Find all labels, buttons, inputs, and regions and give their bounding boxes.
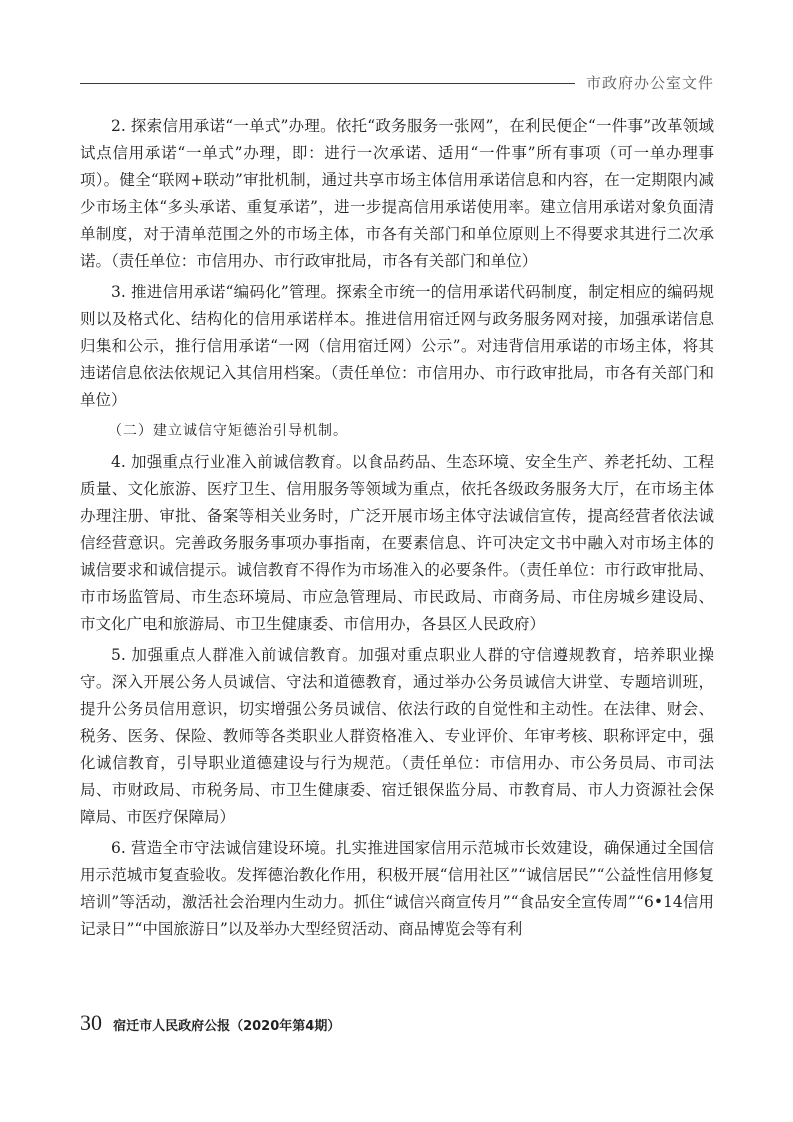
page-footer [80, 1010, 340, 1036]
header-section-title: 市政府办公室文件 [586, 74, 715, 92]
document-body [80, 113, 714, 947]
section-subheading: （二）建立诚信守矩德治引导机制。 [108, 423, 348, 439]
publication-title: 宿迁市人民政府公报（2020年第4期） [113, 1019, 341, 1034]
paragraph-item-3: 3. 推进信用承诺“编码化”管理。探索全市统一的信用承诺代码制度，制定相应的编码规则以及格式化、结构化的信用承诺样本。推进信用宿迁网与政务服务网对接，加强承诺信息归集和公示，推行信用承诺“一网（信用宿迁网）公示”。对违背信用承诺的市场主体，将其违诺信息依法依规记入其信用档案。（责任单位：市信用办、市行政审批局，市各有关部门和单位） [80, 283, 714, 409]
paragraph-item-2: 2. 探索信用承诺“一单式”办理。依托“政务服务一张网”，在利民便企“一件事”改革领域试点信用承诺“一单式”办理，即：进行一次承诺、适用“一件事”所有事项（可一单办理事项）。健全“联网+联动”审批机制，通过共享市场主体信用承诺信息和内容，在一定期限内减少市场主体“多头承诺、重复承诺”，进一步提高信用承诺使用率。建立信用承诺对象负面清单制度，对于清单范围之外的市场主体，市各有关部门和单位原则上不得要求其进行二次承诺。（责任单位：市信用办、市行政审批局，市各有关部门和单位） [80, 117, 714, 270]
paragraph-item-6: 6. 营造全市守法诚信建设环境。扎实推进国家信用示范城市长效建设，确保通过全国信用示范城市复查验收。发挥德治教化作用，积极开展“信用社区”“诚信居民”“公益性信用修复培训”等活动，激活社会治理内生动力。抓住“诚信兴商宣传月”“食品安全宣传周”“6•14信用记录日”“中国旅游日”以及举办大型经贸活动、商品博览会等有利 [80, 839, 714, 938]
paragraph-item-4: 4. 加强重点行业准入前诚信教育。以食品药品、生态环境、安全生产、养老托幼、工程质量、文化旅游、医疗卫生、信用服务等领域为重点，依托各级政务服务大厅，在市场主体办理注册、审批、备案等相关业务时，广泛开展市场主体守法诚信宣传，提高经营者依法诚信经营意识。完善政务服务事项办事指南，在要素信息、许可决定文书中融入对市场主体的诚信要求和诚信提示。诚信教育不得作为市场准入的必要条件。（责任单位：市行政审批局、市市场监管局、市生态环境局、市应急管理局、市民政局、市商务局、市住房城乡建设局、市文化广电和旅游局、市卫生健康委、市信用办，各县区人民政府） [80, 453, 714, 633]
paragraph-item-5: 5. 加强重点人群准入前诚信教育。加强对重点职业人群的守信遵规教育，培养职业操守。深入开展公务人员诚信、守法和道德教育，通过举办公务员诚信大讲堂、专题培训班，提升公务员信用意识，切实增强公务员诚信、依法行政的自觉性和主动性。在法律、财会、税务、医务、保险、教师等各类职业人群资格准入、专业评价、年审考核、职称评定中，强化诚信教育，引导职业道德建设与行为规范。（责任单位：市信用办、市公务员局、市司法局、市财政局、市税务局、市卫生健康委、宿迁银保监分局、市教育局、市人力资源社会保障局、市医疗保障局） [80, 646, 714, 826]
page-number: 30 [80, 1010, 102, 1035]
header-rule [80, 83, 575, 84]
